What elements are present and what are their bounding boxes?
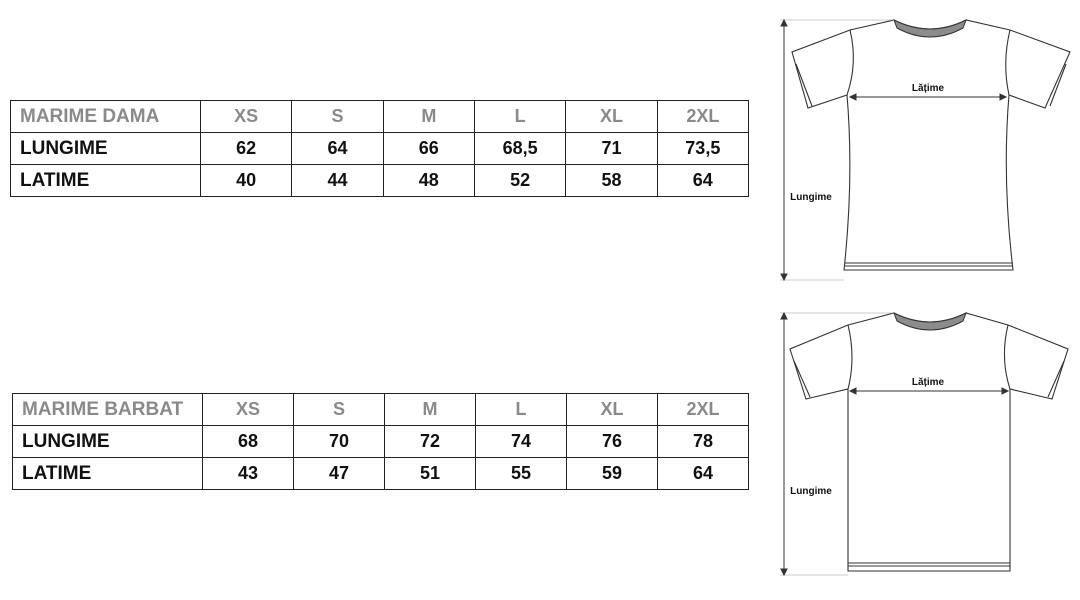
table-cell: 58 [566, 165, 657, 197]
table-cell: 68 [203, 426, 294, 458]
size-header: L [476, 394, 567, 426]
table-cell: 62 [201, 133, 292, 165]
size-table-women [10, 100, 749, 197]
tshirt-outline [790, 313, 1068, 571]
table-row [11, 165, 749, 197]
table-cell: 71 [566, 133, 657, 165]
table-row [13, 426, 749, 458]
table-cell: 74 [476, 426, 567, 458]
length-label: Lungime [790, 192, 832, 203]
row-label: LUNGIME [13, 426, 203, 458]
table-cell: 55 [476, 458, 567, 490]
table-cell: 43 [203, 458, 294, 490]
table-cell: 51 [385, 458, 476, 490]
table-cell: 59 [567, 458, 658, 490]
table-cell: 64 [292, 133, 383, 165]
women-tshirt-diagram [770, 8, 1075, 288]
size-header: M [385, 394, 476, 426]
table-title: MARIME DAMA [11, 101, 201, 133]
size-header: XS [201, 101, 292, 133]
table-cell: 64 [658, 458, 749, 490]
width-label: Lățime [911, 377, 945, 388]
size-header: 2XL [658, 394, 749, 426]
size-header: S [294, 394, 385, 426]
table-cell: 72 [385, 426, 476, 458]
men-tshirt-diagram [770, 303, 1075, 583]
table-header-row [11, 101, 749, 133]
table-cell: 48 [383, 165, 474, 197]
size-header: XL [566, 101, 657, 133]
table-cell: 47 [294, 458, 385, 490]
table-cell: 52 [474, 165, 565, 197]
size-header: XL [567, 394, 658, 426]
table-cell: 68,5 [474, 133, 565, 165]
table-title: MARIME BARBAT [13, 394, 203, 426]
row-label: LUNGIME [11, 133, 201, 165]
table-cell: 44 [292, 165, 383, 197]
table-cell: 40 [201, 165, 292, 197]
collar-icon [894, 20, 966, 37]
table-cell: 70 [294, 426, 385, 458]
table-row [13, 458, 749, 490]
table-cell: 64 [657, 165, 748, 197]
size-header: L [474, 101, 565, 133]
collar-icon [894, 313, 966, 330]
size-table-men [12, 393, 749, 490]
length-label: Lungime [790, 486, 832, 497]
table-row [11, 133, 749, 165]
size-header: S [292, 101, 383, 133]
size-header: M [383, 101, 474, 133]
table-header-row [13, 394, 749, 426]
width-label: Lățime [911, 83, 945, 94]
tshirt-outline [792, 20, 1070, 270]
table-cell: 73,5 [657, 133, 748, 165]
size-header: 2XL [657, 101, 748, 133]
row-label: LATIME [11, 165, 201, 197]
row-label: LATIME [13, 458, 203, 490]
size-header: XS [203, 394, 294, 426]
table-cell: 76 [567, 426, 658, 458]
table-cell: 78 [658, 426, 749, 458]
table-cell: 66 [383, 133, 474, 165]
